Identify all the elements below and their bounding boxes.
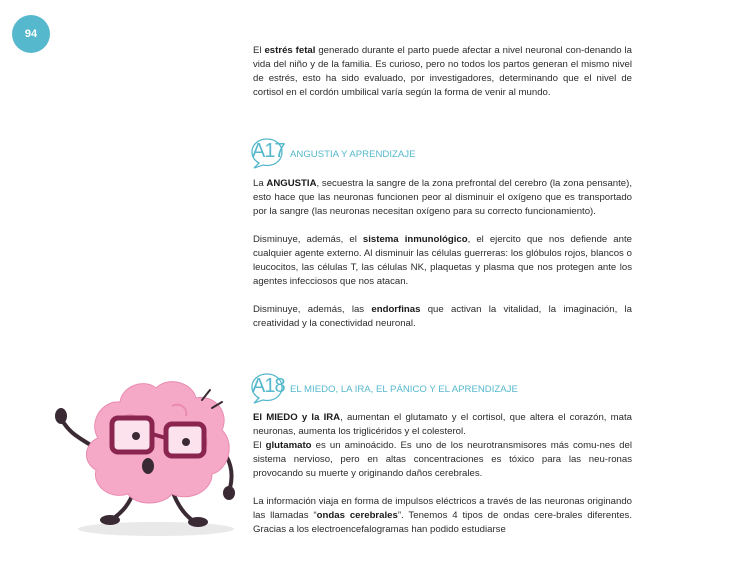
intro-text [253,44,632,100]
paragraph: La información viaja en forma de impulsos eléctricos a través de las neuronas originando las llamadas “ondas cerebrales”. Tenemos 4 tipos de ondas cere-brales diferentes. Gracias a los electroencefalogramas han podido estudiarse [253,496,632,535]
paragraph: El glutamato es un aminoácido. Es uno de los neurotransmisores más comu-nes del sistema nervioso, pero en altas concentraciones es tóxico para las neu-ronas provocando su muerte y originando daños cerebrales. [253,440,632,479]
section-code: A18 [252,375,285,397]
speech-bubble-icon [250,372,284,402]
section-code: A17 [252,140,285,162]
section-title: EL MIEDO, LA IRA, EL PÁNICO Y EL APRENDIZAJE [290,383,518,395]
paragraph: La ANGUSTIA, secuestra la sangre de la zona prefrontal del cerebro (la zona pensante), esto hace que las neuronas funcionen peor al disminuir el oxígeno que es transportado por la sangre (las neuronas necesitan oxígeno para su correcto funcionamiento). [253,178,632,217]
page-number-badge [12,15,50,53]
paragraph: El MIEDO y la IRA, aumentan el glutamato y el cortisol, que altera el corazón, mata neuronas, aumenta los triglicéridos y el colesterol. [253,412,632,437]
brain-character-icon [52,372,248,540]
section-heading-a18 [250,370,518,404]
paragraph: Disminuye, además, las endorfinas que activan la vitalidad, la imaginación, la creatividad y la conectividad neuronal. [253,304,632,329]
section-a18-body [253,411,632,537]
section-heading-a17 [250,135,415,169]
section-title: ANGUSTIA Y APRENDIZAJE [290,148,416,160]
section-a17-body [253,177,632,331]
paragraph: Disminuye, además, el sistema inmunológico, el ejercito que nos defiende ante cualquier agente externo. Al disminuir las células guerreras: los glóbulos rojos, blancos o leucocitos, las células T, las células NK, plaquetas y plasma que nos protegen ante los agentes infecciosos que nos atacan. [253,234,632,287]
speech-bubble-icon [250,137,284,167]
page-number: 94 [24,28,38,40]
intro-paragraph: El estrés fetal generado durante el parto puede afectar a nivel neuronal con-denando la vida del niño y de la familia. Es curioso, pero no todos los partos generan el mismo nivel de estrés, esto ha sido evaluado, por investigadores, determinando que el nivel de cortisol en el cordón umbilical varía según la forma de venir al mundo. [253,45,632,98]
